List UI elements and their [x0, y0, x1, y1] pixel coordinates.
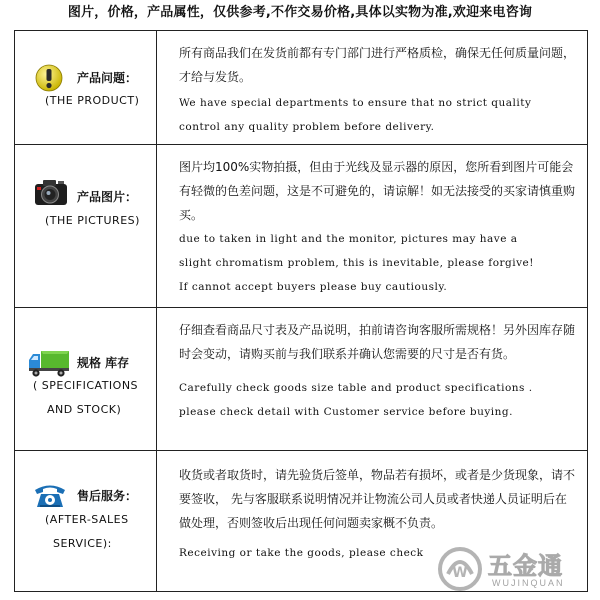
description-cn: 仔细查看商品尺寸表及产品说明，拍前请咨询客服所需规格！另外因库存随时会变动，请购买前与我们联系并确认您需要的尺寸是否有货。	[179, 323, 576, 361]
info-table	[14, 30, 588, 592]
category-title: 产品问题：	[77, 71, 138, 85]
description-en-line: slight chromatism problem, this is inevitable, please forgive!	[179, 257, 534, 269]
row-product	[15, 31, 587, 145]
description-en-line: Receiving or take the goods, please check	[179, 547, 424, 559]
description-en-line: We have special departments to ensure that no strict quality	[179, 97, 532, 109]
category-title-en: ( SPECIFICATIONS	[33, 379, 139, 392]
category-title-en: (AFTER-SALES	[45, 513, 129, 526]
page-header: 图片，价格，产品属性，仅供参考,不作交易价格,具体以实物为准,欢迎来电咨询	[67, 5, 533, 20]
camera-icon	[33, 177, 69, 207]
category-title: 产品图片：	[77, 190, 138, 204]
row-after-sales-category	[15, 451, 157, 591]
truck-icon	[27, 348, 71, 378]
telephone-icon	[33, 481, 67, 509]
description-en-line: please check detail with Customer service before buying.	[179, 406, 513, 418]
row-specifications-description	[157, 308, 587, 450]
category-title-en: SERVICE):	[53, 537, 112, 550]
category-title: 售后服务：	[77, 489, 138, 503]
category-title-en: AND STOCK)	[47, 403, 122, 416]
category-title: 规格 库存	[77, 356, 130, 370]
row-product-category	[15, 31, 157, 144]
description-cn: 所有商品我们在发货前都有专门部门进行严格质检，确保无任何质量问题，才给与发货。	[179, 46, 576, 84]
description-en-line: due to taken in light and the monitor, pictures may have a	[179, 233, 518, 245]
row-pictures-description	[157, 145, 587, 307]
category-title-en: (THE PRODUCT)	[45, 94, 140, 107]
description-cn: 图片均100%实物拍摄，但由于光线及显示器的原因，您所看到图片可能会有轻微的色差问题，这是不可避免的，请谅解！如无法接受的买家请慎重购买。	[179, 160, 576, 222]
row-pictures	[15, 145, 587, 308]
row-pictures-category	[15, 145, 157, 307]
row-specifications	[15, 308, 587, 451]
exclamation-icon	[35, 64, 63, 92]
description-cn: 收货或者取货时，请先验货后签单，物品若有损坏，或者是少货现象，请不要签收， 先与客服联系说明情况并让物流公司人员或者快递人员证明后在做处理，否则签收后出现任何问题卖家概不负责。	[179, 468, 576, 530]
row-product-description	[157, 31, 587, 144]
category-title-en: (THE PICTURES)	[45, 214, 140, 227]
row-specifications-category	[15, 308, 157, 450]
watermark-text-cn: 五金通	[488, 552, 563, 580]
watermark-emblem-icon	[436, 546, 484, 592]
description-en-line: control any quality problem before delivery.	[179, 121, 435, 133]
watermark-text-en: WUJINQUAN	[492, 578, 565, 588]
description-en-line: If cannot accept buyers please buy cautiously.	[179, 281, 448, 293]
description-en-line: Carefully check goods size table and product specifications .	[179, 382, 533, 394]
svg-text:W: W	[452, 565, 468, 581]
watermark-logo	[436, 542, 594, 596]
